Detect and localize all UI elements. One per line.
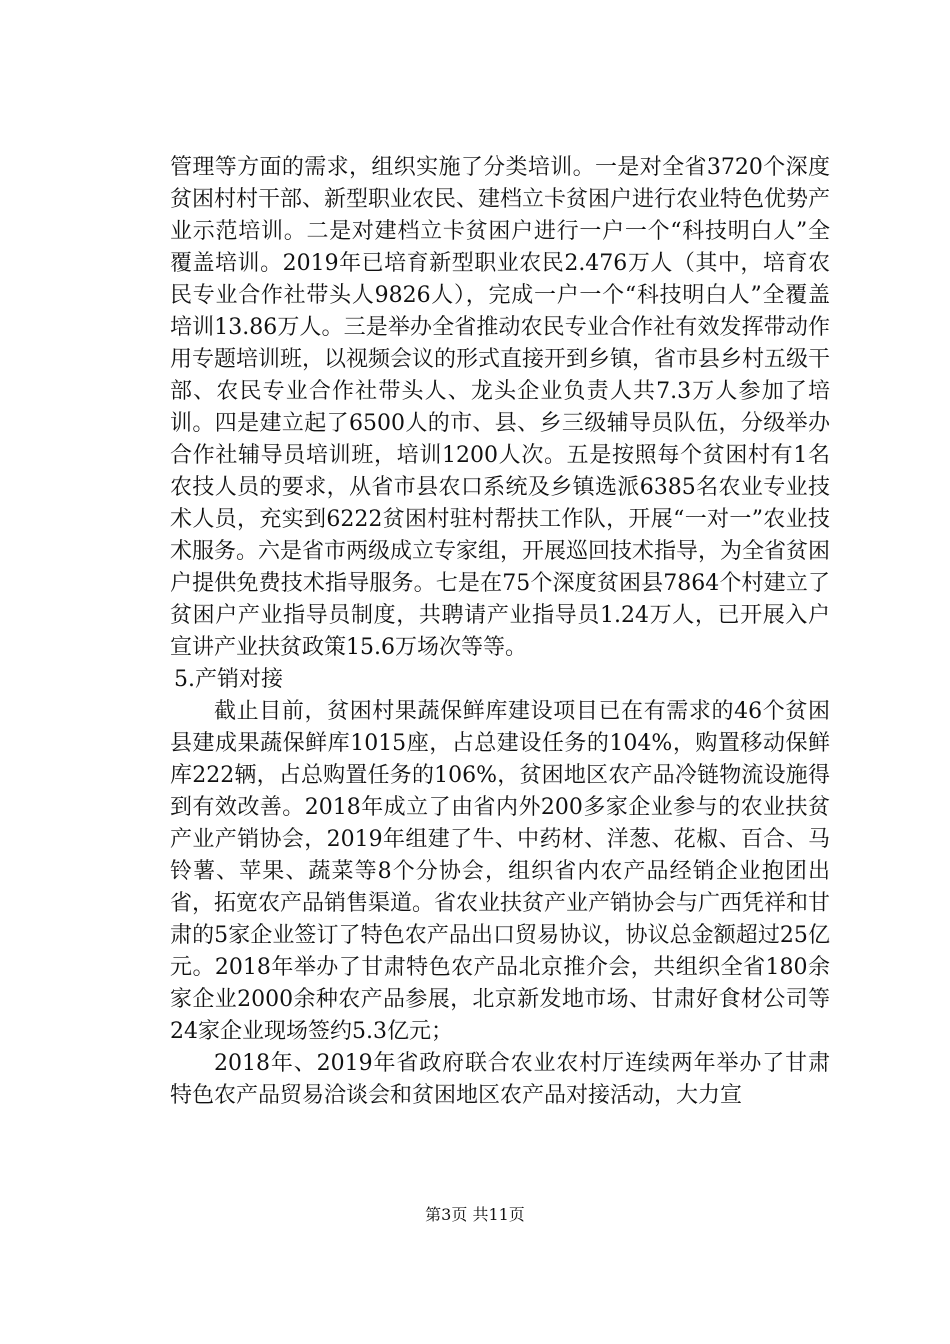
section-heading-marketing: 5.产销对接 — [174, 667, 283, 692]
page-footer: 第3页 共11页 — [425, 1205, 525, 1224]
paragraph-marketing: 截止目前，贫困村果蔬保鲜库建设项目已在有需求的46个贫困县建成果蔬保鲜库1015座，占总建设任务的104%，购置移动保鲜库222辆，占总购置任务的106%，贫困地区农产品冷链物流设施得到有效改善。2018年成立了由省内外200多家企业参与的农业扶贫产业产销协会，2019年组建了牛、中药材、洋葱、花椒、百合、马铃薯、苹果、蔬菜等8个分协会，组织省内农产品经销企业抱团出省，拓宽农产品销售渠道。省农业扶贫产业产销协会与广西凭祥和甘肃的5家企业签订了特色农产品出口贸易协议，协议总金额超过25亿元。2018年举办了甘肃特色农产品北京推介会，共组织全省180余家企业2000余种农产品参展，北京新发地市场、甘肃好食材公司等24家企业现场签约5.3亿元； — [170, 699, 831, 1044]
paragraph-training: 管理等方面的需求，组织实施了分类培训。一是对全省3720个深度贫困村村干部、新型职业农民、建档立卡贫困户进行农业特色优势产业示范培训。二是对建档立卡贫困户进行一户一个“科技明白人”全覆盖培训。2019年已培育新型职业农民2.476万人（其中，培育农民专业合作社带头人9826人），完成一户一个“科技明白人”全覆盖培训13.86万人。三是举办全省推动农民专业合作社有效发挥带动作用专题培训班，以视频会议的形式直接开到乡镇，省市县乡村五级干部、农民专业合作社带头人、龙头企业负责人共7.3万人参加了培训。四是建立起了6500人的市、县、乡三级辅导员队伍，分级举办合作社辅导员培训班，培训1200人次。五是按照每个贫困村有1名农技人员的要求，从省市县农口系统及乡镇选派6385名农业专业技术人员，充实到6222贫困村驻村帮扶工作队，开展“一对一”农业技术服务。六是省市两级成立专家组，开展巡回技术指导，为全省贫困户提供免费技术指导服务。七是在75个深度贫困县7864个村建立了贫困户产业指导员制度，共聘请产业指导员1.24万人，已开展入户宣讲产业扶贫政策15.6万场次等等。 — [170, 155, 831, 660]
document-body — [170, 152, 830, 1112]
paragraph-trade-fair: 2018年、2019年省政府联合农业农村厅连续两年举办了甘肃特色农产品贸易洽谈会和贫困地区农产品对接活动，大力宣 — [170, 1051, 830, 1108]
